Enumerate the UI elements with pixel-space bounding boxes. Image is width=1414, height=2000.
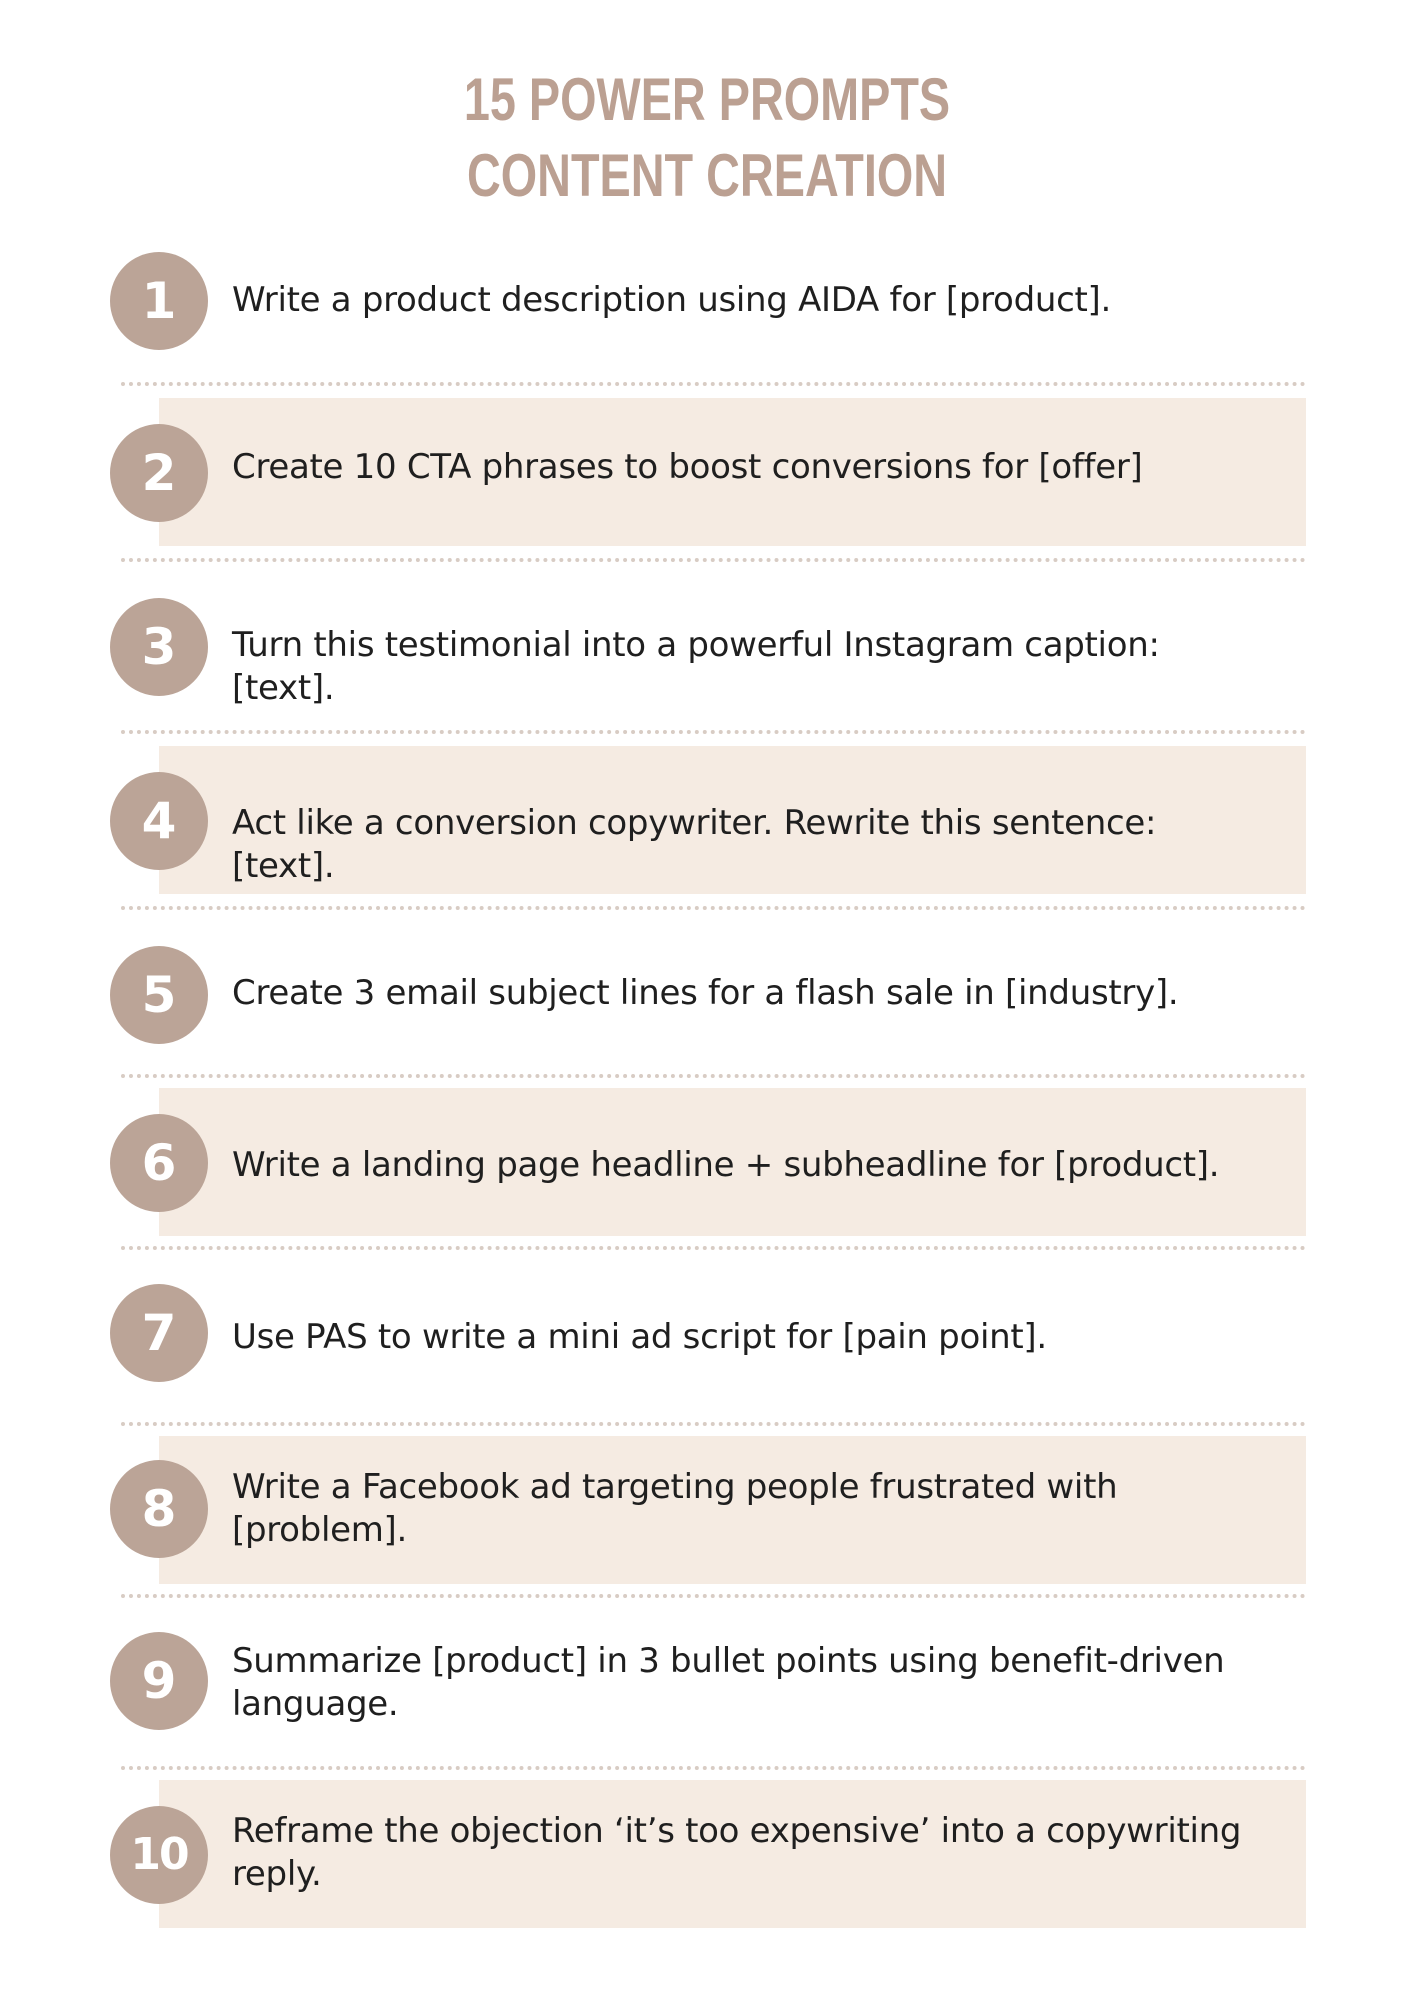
- prompt-text: Summarize [product] in 3 bullet points using benefit-driven language.: [232, 1641, 1225, 1724]
- prompt-text: Use PAS to write a mini ad script for [pain point].: [232, 1317, 1047, 1357]
- dotted-divider: [121, 1422, 1306, 1426]
- prompt-text: Turn this testimonial into a powerful Instagram caption: [text].: [232, 625, 1160, 708]
- prompt-number-badge: 2: [110, 424, 208, 522]
- prompt-number-badge: 3: [110, 598, 208, 696]
- prompt-text: Create 3 email subject lines for a flash sale in [industry].: [232, 973, 1179, 1013]
- page-title: [156, 62, 1259, 214]
- prompt-text: Create 10 CTA phrases to boost conversions for [offer]: [232, 447, 1143, 487]
- prompt-text: Write a product description using AIDA for [product].: [232, 280, 1111, 320]
- prompt-number-badge: 4: [110, 772, 208, 870]
- prompt-number-badge: 6: [110, 1114, 208, 1212]
- prompt-number-badge: 7: [110, 1284, 208, 1382]
- prompt-number-badge: 1: [110, 252, 208, 350]
- dotted-divider: [121, 906, 1306, 910]
- prompt-number-badge: 10: [110, 1806, 208, 1904]
- prompt-text: Act like a conversion copywriter. Rewrite this sentence: [text].: [232, 803, 1157, 886]
- dotted-divider: [121, 558, 1306, 562]
- dotted-divider: [121, 1074, 1306, 1078]
- title-line-1: 15 POWER PROMPTS: [463, 66, 951, 133]
- dotted-divider: [121, 1246, 1306, 1250]
- dotted-divider: [121, 1766, 1306, 1770]
- dotted-divider: [121, 382, 1306, 386]
- prompt-number-badge: 8: [110, 1460, 208, 1558]
- prompt-text: Reframe the objection ‘it’s too expensive’ into a copywriting reply.: [232, 1811, 1242, 1894]
- dotted-divider: [121, 1594, 1306, 1598]
- prompt-text: Write a landing page headline + subheadline for [product].: [232, 1145, 1220, 1185]
- dotted-divider: [121, 730, 1306, 734]
- title-line-2: CONTENT CREATION: [466, 142, 948, 209]
- prompt-number-badge: 5: [110, 946, 208, 1044]
- prompt-number-badge: 9: [110, 1632, 208, 1730]
- prompt-text: Write a Facebook ad targeting people frustrated with [problem].: [232, 1467, 1118, 1550]
